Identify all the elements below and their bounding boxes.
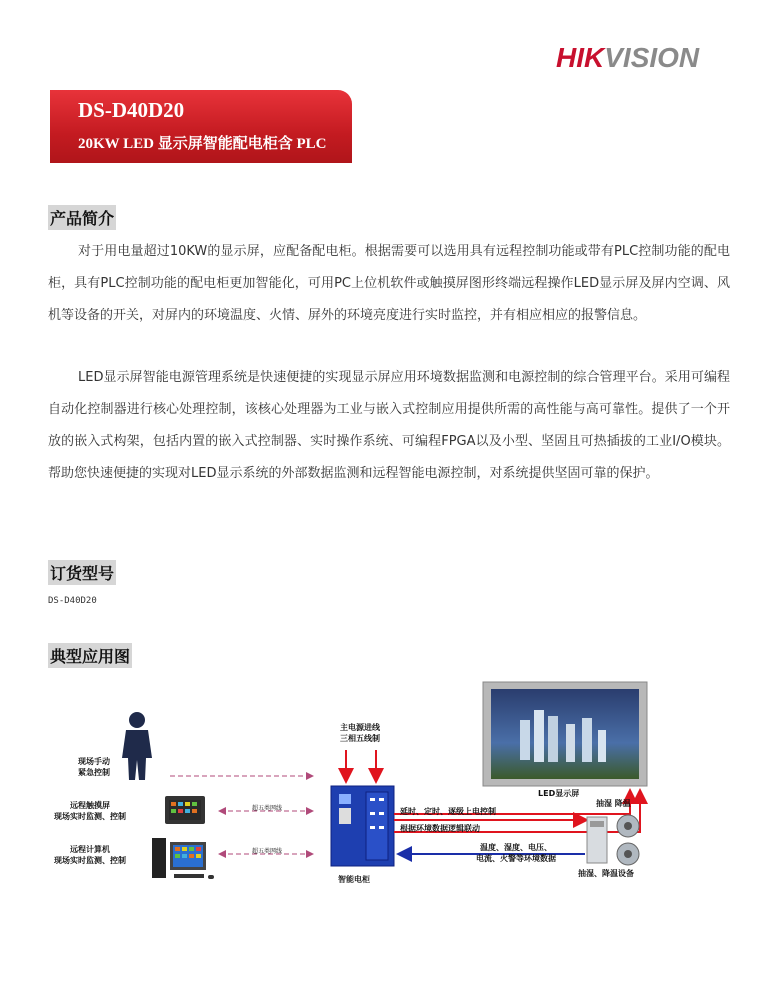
dehumidifier-icon bbox=[587, 817, 607, 863]
diagram-graphics bbox=[50, 680, 700, 890]
label-fan: 抽湿 降温 bbox=[596, 799, 631, 808]
section-heading-application: 典型应用图 bbox=[48, 643, 132, 668]
label-env-data: 温度、湿度、电压、 电流、火警等环境数据 bbox=[476, 843, 556, 863]
label-computer: 远程计算机 现场实时监测、控制 bbox=[54, 845, 126, 865]
label-cabinet: 智能电柜 bbox=[338, 875, 370, 884]
order-model: DS-D40D20 bbox=[48, 596, 97, 606]
section-heading-order: 订货型号 bbox=[48, 560, 116, 585]
product-banner bbox=[50, 90, 352, 163]
label-equipment: 抽湿、降温设备 bbox=[578, 869, 634, 878]
person-icon bbox=[122, 712, 152, 780]
product-model: DS-D40D20 bbox=[78, 98, 185, 122]
intro-paragraph-1: 对于用电量超过10KW的显示屏，应配备配电柜。根据需要可以选用具有远程控制功能或带有PLC控制功能的配电柜，具有PLC控制功能的配电柜更加智能化，可用PC上位机软件或触摸屏图形终端远程操作LED显示屏及屏内空调、风机等设备的开关，对屏内的环境温度、火情、屏外的环境亮度进行实时监控，并有相应相应的报警信息。 bbox=[48, 244, 730, 323]
led-screen-icon bbox=[483, 682, 647, 786]
label-link-touch: 超五类网线 bbox=[252, 805, 283, 812]
computer-icon bbox=[152, 838, 214, 879]
section-heading-intro: 产品简介 bbox=[48, 205, 116, 230]
label-ctrl1: 延时、定时、逐级上电控制 bbox=[400, 807, 496, 816]
label-power-in: 主电源进线 三相五线制 bbox=[340, 723, 380, 743]
label-link-computer: 超五类网线 bbox=[252, 848, 283, 855]
product-subtitle: 20KW LED 显示屏智能配电柜含 PLC bbox=[78, 136, 327, 152]
hikvision-logo: HIKVISION bbox=[556, 42, 700, 73]
label-led: LED显示屏 bbox=[538, 789, 580, 798]
label-manual: 现场手动 紧急控制 bbox=[78, 757, 110, 777]
fan-icon bbox=[617, 815, 639, 865]
application-diagram bbox=[50, 680, 700, 890]
cabinet-icon bbox=[331, 786, 394, 866]
label-ctrl2: 根据环境数据逻辑联动 bbox=[400, 824, 480, 833]
intro-paragraph-2: LED显示屏智能电源管理系统是快速便捷的实现显示屏应用环境数据监测和电源控制的综合管理平台。采用可编程自动化控制器进行核心处理控制，该核心处理器为工业与嵌入式控制应用提供所需的高性能与高可靠性。提供了一个开放的嵌入式构架，包括内置的嵌入式控制器、实时操作系统、可编程FPGA以及小型、坚固且可热插拔的工业I/O模块。帮助您快速便捷的实现对LED显示系统的外部数据监测和远程智能电源控制，对系统提供坚固可靠的保护。 bbox=[48, 370, 730, 481]
label-touch: 远程触摸屏 现场实时监测、控制 bbox=[54, 801, 126, 821]
touchscreen-icon bbox=[165, 796, 205, 824]
